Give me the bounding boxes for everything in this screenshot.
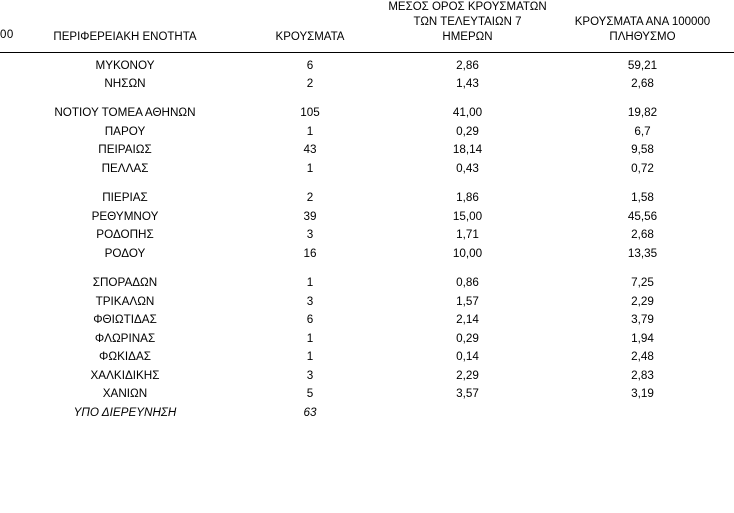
spacer-cell <box>555 178 734 189</box>
spacer-cell <box>380 178 555 189</box>
cell-seven-day-average: 15,00 <box>452 209 483 223</box>
cell-region: ΠΕΛΛΑΣ <box>101 161 149 175</box>
cell-seven-day-average: 1,57 <box>456 294 479 308</box>
cell-seven-day-average: 0,86 <box>456 276 479 290</box>
cell-seven-day-average: 1,43 <box>456 77 479 90</box>
cell-cases: 43 <box>303 143 317 157</box>
table-row <box>0 385 734 403</box>
cell-cases: 1 <box>306 331 314 345</box>
cell-cases: 16 <box>303 246 317 260</box>
cell-cases-per-100000: 2,29 <box>631 294 654 308</box>
cell-cases: 63 <box>303 405 317 419</box>
cell-region: ΡΟΔΟΥ <box>104 246 146 260</box>
table-row <box>0 141 734 159</box>
table-row <box>0 311 734 329</box>
cell-cases: 105 <box>300 106 320 120</box>
cell-cases-per-100000: 9,58 <box>631 143 654 157</box>
cell-cases-per-100000: 1,58 <box>631 191 654 205</box>
cell-cases-per-100000: 1,94 <box>631 331 654 345</box>
cell-cases: 3 <box>306 368 314 382</box>
cell-cases: 3 <box>306 294 314 308</box>
table-row <box>0 244 734 262</box>
cell-region: ΣΠΟΡΑΔΩΝ <box>92 276 158 290</box>
spacer-cell <box>555 263 734 274</box>
cell-region: ΦΘΙΩΤΙΔΑΣ <box>93 313 157 327</box>
cell-cases-per-100000: 3,19 <box>631 387 654 401</box>
table-row <box>0 366 734 384</box>
cell-region: ΜΥΚΟΝΟΥ <box>95 58 155 72</box>
cell-seven-day-average: 1,86 <box>456 191 479 205</box>
cell-cases-per-100000: 59,21 <box>627 58 658 72</box>
table-row <box>0 292 734 310</box>
table-header <box>0 0 734 52</box>
cell-cases: 2 <box>306 191 314 205</box>
cell-cases-per-100000: 19,82 <box>627 106 658 120</box>
cell-cases: 1 <box>306 161 314 175</box>
table-row <box>0 104 734 122</box>
cell-cases-per-100000: 2,48 <box>631 350 654 364</box>
spacer-cell <box>0 178 240 189</box>
cell-cases: 3 <box>306 228 314 242</box>
cell-seven-day-average: 0,14 <box>456 350 479 364</box>
cell-region: ΝΟΤΙΟΥ ΤΟΜΕΑ ΑΘΗΝΩΝ <box>54 106 196 120</box>
cell-seven-day-average: 2,14 <box>456 313 479 327</box>
cell-region: ΧΑΛΚΙΔΙΚΗΣ <box>90 368 160 382</box>
table-body <box>0 52 734 422</box>
cell-cases: 39 <box>303 209 317 223</box>
cell-cases: 2 <box>306 77 314 90</box>
cell-cases: 6 <box>306 313 314 327</box>
cell-cases: 6 <box>306 58 314 72</box>
spacer-cell <box>380 263 555 274</box>
cell-region: ΡΟΔΟΠΗΣ <box>96 228 154 242</box>
table-row-spacer <box>0 93 734 104</box>
truncated-corner-text: 00 <box>0 29 14 41</box>
cell-cases: 1 <box>306 350 314 364</box>
cell-region: ΝΗΣΩΝ <box>104 77 146 90</box>
cell-seven-day-average: 0,43 <box>456 161 479 175</box>
column-header-region: ΠΕΡΙΦΕΡΕΙΑΚΗ ΕΝΟΤΗΤΑ <box>53 31 197 44</box>
cell-cases-per-100000: 2,68 <box>631 228 654 242</box>
cell-cases: 5 <box>306 387 314 401</box>
cell-seven-day-average: 10,00 <box>452 246 483 260</box>
column-header-seven-day-average: ΜΕΣΟΣ ΟΡΟΣ ΚΡΟΥΣΜΑΤΩΝ ΤΩΝ ΤΕΛΕΥΤΑΙΩΝ 7 ΗΜΕΡΩΝ <box>388 1 547 44</box>
cell-seven-day-average: 3,57 <box>456 387 479 401</box>
table-row <box>0 226 734 244</box>
table-row <box>0 123 734 141</box>
cell-seven-day-average: 2,86 <box>456 58 479 72</box>
cell-cases-per-100000: 3,79 <box>631 313 654 327</box>
cell-region: ΡΕΘΥΜΝΟΥ <box>91 209 159 223</box>
table-row-spacer <box>0 263 734 274</box>
spacer-cell <box>240 93 380 104</box>
cell-cases-per-100000: 0,72 <box>631 161 654 175</box>
cell-seven-day-average: 18,14 <box>452 143 483 157</box>
cell-cases: 1 <box>306 124 314 138</box>
table-row <box>0 189 734 207</box>
cell-region: ΧΑΝΙΩΝ <box>102 387 148 401</box>
table-row <box>0 75 734 93</box>
cell-seven-day-average: 0,29 <box>456 124 479 138</box>
table-row <box>0 403 734 421</box>
table-row <box>0 52 734 75</box>
cell-seven-day-average: 0,29 <box>456 331 479 345</box>
cell-region: ΦΛΩΡΙΝΑΣ <box>94 331 156 345</box>
cell-seven-day-average: 2,29 <box>456 368 479 382</box>
cell-cases: 1 <box>306 276 314 290</box>
cell-region: ΥΠΟ ΔΙΕΡΕΥΝΗΣΗ <box>73 405 177 419</box>
table-row <box>0 160 734 178</box>
cell-cases-per-100000: 7,25 <box>631 276 654 290</box>
cell-seven-day-average <box>380 403 555 421</box>
header-row <box>0 0 734 48</box>
cell-seven-day-average: 41,00 <box>452 106 483 120</box>
cell-region: ΤΡΙΚΑΛΩΝ <box>95 294 155 308</box>
cell-region: ΠΕΙΡΑΙΩΣ <box>98 143 152 157</box>
cell-cases-per-100000: 6,7 <box>634 124 651 138</box>
spacer-cell <box>240 178 380 189</box>
table-row <box>0 329 734 347</box>
cell-region: ΦΩΚΙΔΑΣ <box>99 350 151 364</box>
cell-region: ΠΑΡΟΥ <box>104 124 146 138</box>
cell-cases-per-100000: 2,68 <box>631 77 654 90</box>
cell-cases-per-100000 <box>555 403 734 421</box>
table-row <box>0 348 734 366</box>
cell-cases-per-100000: 2,83 <box>631 368 654 382</box>
spacer-cell <box>555 93 734 104</box>
cell-cases-per-100000: 13,35 <box>627 246 658 260</box>
spacer-cell <box>0 263 240 274</box>
cell-cases-per-100000: 45,56 <box>627 209 658 223</box>
table-row <box>0 208 734 226</box>
column-header-cases: ΚΡΟΥΣΜΑΤΑ <box>275 31 345 44</box>
cell-region: ΠΙΕΡΙΑΣ <box>102 191 148 205</box>
spacer-cell <box>0 93 240 104</box>
spacer-cell <box>240 263 380 274</box>
table-row-spacer <box>0 178 734 189</box>
column-header-cases-per-100000: ΚΡΟΥΣΜΑΤΑ ΑΝΑ 100000 ΠΛΗΘΥΣΜΟ <box>574 16 711 44</box>
table-row <box>0 274 734 292</box>
cell-seven-day-average: 1,71 <box>456 228 479 242</box>
spacer-cell <box>380 93 555 104</box>
